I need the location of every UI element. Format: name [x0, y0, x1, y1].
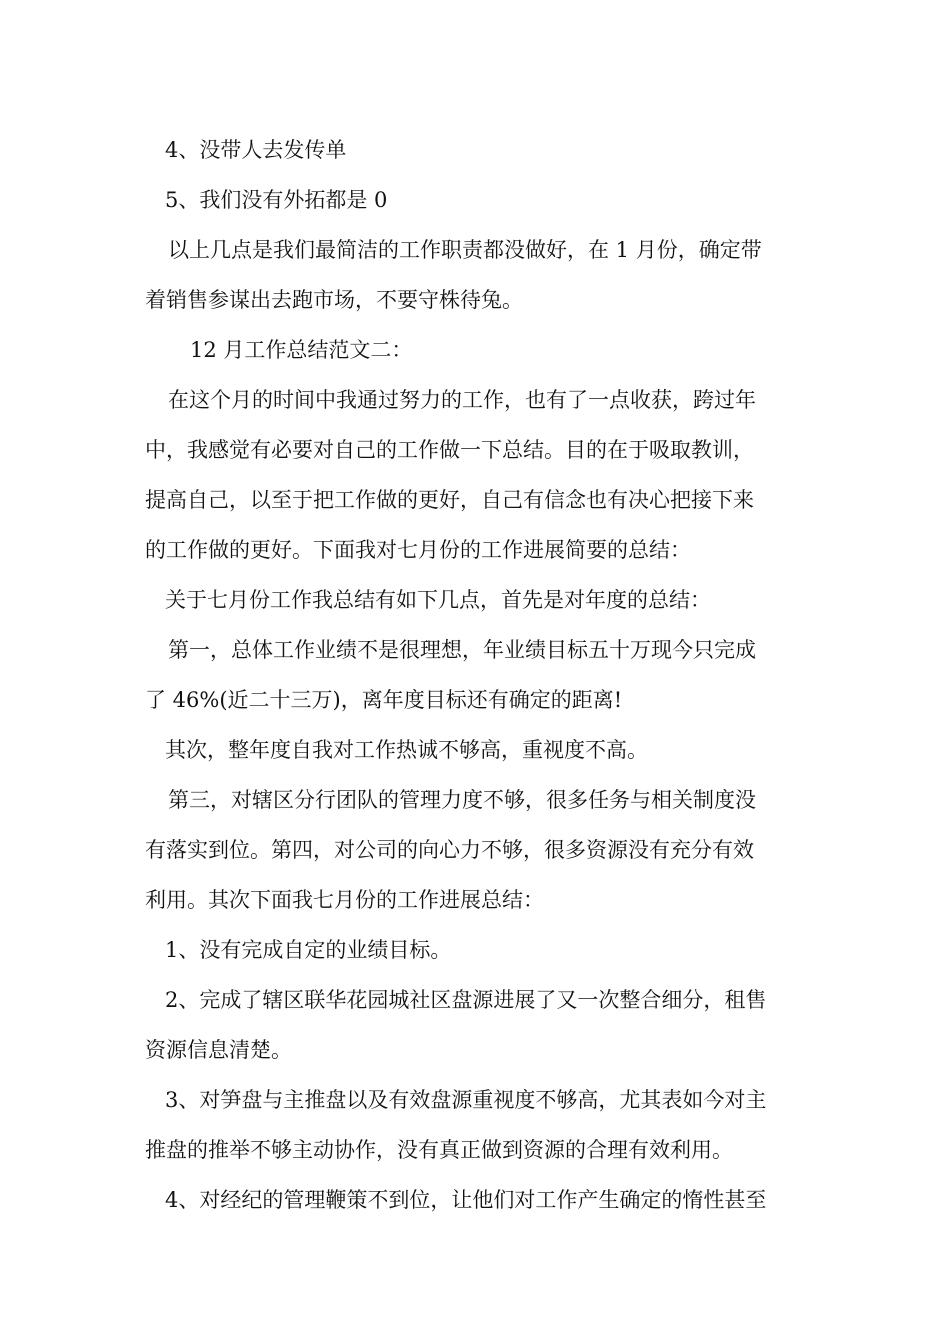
text-line-21: 推盘的推举不够主动协作，没有真正做到资源的合理有效利用。	[145, 1138, 733, 1162]
text-line-20: 3、对笋盘与主推盘以及有效盘源重视度不够高，尤其表如今对主	[165, 1088, 767, 1112]
text-line-8: 提高自己，以至于把工作做的更好，自己有信念也有决心把接下来	[145, 488, 754, 512]
text-line-1: 4、没带人去发传单	[165, 138, 347, 162]
text-line-6: 在这个月的时间中我通过努力的工作，也有了一点收获，跨过年	[168, 388, 756, 412]
text-line-17: 1、没有完成自定的业绩目标。	[165, 938, 452, 962]
text-line-15: 有落实到位。第四，对公司的向心力不够，很多资源没有充分有效	[145, 838, 754, 862]
text-line-13: 其次，整年度自我对工作热诚不够高，重视度不高。	[165, 738, 648, 762]
text-line-7: 中，我感觉有必要对自己的工作做一下总结。目的在于吸取教训，	[145, 438, 754, 462]
text-line-4: 着销售参谋出去跑市场，不要守株待兔。	[145, 288, 523, 312]
text-line-9: 的工作做的更好。下面我对七月份的工作进展简要的总结：	[145, 538, 691, 562]
section-heading: 12 月工作总结范文二：	[190, 338, 413, 362]
text-line-2: 5、我们没有外拓都是 0	[165, 188, 388, 212]
text-line-3: 以上几点是我们最简洁的工作职责都没做好，在 1 月份，确定带	[168, 238, 762, 262]
text-line-14: 第三，对辖区分行团队的管理力度不够，很多任务与相关制度没	[168, 788, 756, 812]
text-line-22: 4、对经纪的管理鞭策不到位，让他们对工作产生确定的惰性甚至	[165, 1188, 767, 1212]
text-line-11: 第一，总体工作业绩不是很理想，年业绩目标五十万现今只完成	[168, 638, 756, 662]
text-line-18: 2、完成了辖区联华花园城社区盘源进展了又一次整合细分，租售	[165, 988, 767, 1012]
text-line-12: 了 46%(近二十三万)，离年度目标还有确定的距离!	[145, 688, 623, 712]
text-line-10: 关于七月份工作我总结有如下几点，首先是对年度的总结：	[165, 588, 711, 612]
text-line-16: 利用。其次下面我七月份的工作进展总结：	[145, 888, 544, 912]
text-line-19: 资源信息清楚。	[145, 1038, 292, 1062]
